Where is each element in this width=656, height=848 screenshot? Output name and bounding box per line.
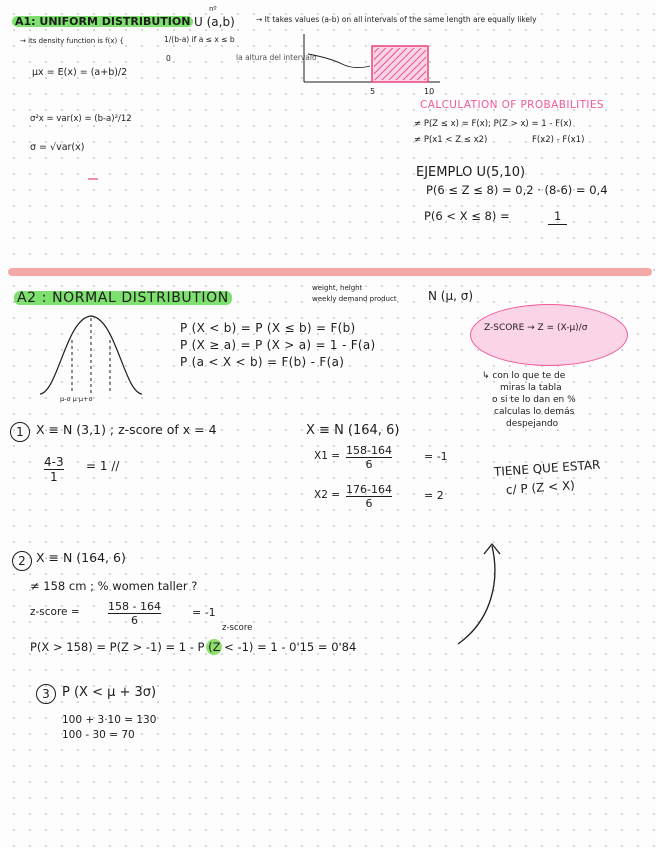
ex1-x2-eq: = 2 (424, 489, 444, 502)
tiene-line2: c/ P (Z < X) (505, 478, 576, 497)
ex2-number: 2 (12, 551, 32, 571)
zscore-formula: Z-SCORE → Z = (X-μ)/σ (484, 323, 588, 333)
a2-side-note1: weight, height (312, 284, 363, 292)
a2-heading: A2 : NORMAL DISTRIBUTION (14, 291, 232, 305)
pink-dash (88, 178, 98, 180)
a2-side-note2: weekly demand product (312, 295, 397, 303)
normal-prob3: P (a < X < b) = F(b) - F(a) (180, 355, 345, 369)
calc-title: CALCULATION OF PROBABILITIES (420, 99, 604, 111)
calc-line2b: F(x2) - F(x1) (532, 135, 585, 145)
ex2-z-label: z-score = (30, 606, 80, 618)
ex1-x1-label: X1 = (314, 450, 341, 462)
ex2-z-num: 158 - 164 (108, 600, 161, 613)
ex2-title: X ≡ N (164, 6) (36, 550, 126, 565)
bell-curve-graph (36, 310, 146, 402)
a1-heading: A1: UNIFORM DISTRIBUTION (12, 16, 193, 27)
ex2-question: ≠ 158 cm ; % women taller ? (30, 579, 198, 593)
zscore-ellipse (470, 304, 628, 366)
ex1-fraction-num: 4-3 (44, 455, 64, 469)
zscore-note5: despejando (506, 419, 559, 429)
ex1-fraction-den: 1 (49, 470, 58, 484)
normal-prob1: P (X < b) = P (X ≤ b) = F(b) (180, 321, 356, 335)
ex1-x1-num: 158-164 (346, 444, 392, 457)
a1-density-case1: 1/(b-a) if a ≤ x ≤ b (164, 35, 235, 44)
ex1-fraction (44, 456, 64, 483)
graph-label-10: 10 (424, 87, 435, 96)
ex3-number: 3 (36, 684, 56, 704)
ex2-z-fraction (108, 601, 161, 626)
ex1-x2-num: 176-164 (346, 483, 392, 496)
section-divider (8, 268, 652, 276)
a1-notation-super: nº (209, 5, 217, 13)
ex3-title: P (X < μ + 3σ) (62, 685, 157, 700)
ex1-x2-fraction (346, 484, 392, 509)
ex2-z-note: z-score (222, 623, 253, 633)
calc-line2a: ≠ P(x1 < Z ≤ x2) (414, 135, 488, 145)
ex3-line2: 100 - 30 = 70 (62, 729, 135, 741)
zscore-note4: calculas lo demás (494, 407, 575, 417)
ex1-right-title: X ≡ N (164, 6) (306, 423, 400, 438)
a1-takes-values: → It takes values (a-b) on all intervals of the same length are equally likely (256, 15, 537, 24)
zscore-note2: miras la tabla (500, 383, 562, 393)
normal-prob2: P (X ≥ a) = P (X > a) = 1 - F(a) (180, 338, 376, 352)
example-line2-tail: 1 (548, 211, 567, 225)
ex3-line1: 100 + 3·10 = 130 (62, 714, 157, 726)
ex1-calc-eq: = 1 // (86, 459, 120, 473)
example-line1: P(6 ≤ Z ≤ 8) = 0,2 · (8-6) = 0,4 (426, 183, 608, 197)
example-line2: P(6 < X ≤ 8) = (424, 209, 510, 223)
ex1-x1-eq: = -1 (424, 450, 448, 463)
ex1-x1-fraction (346, 445, 392, 470)
a1-sd: σ = √var(x) (30, 142, 85, 153)
ex1-x2-label: X2 = (314, 489, 341, 501)
a1-density-case2: 0 (166, 54, 171, 63)
a1-density-intro: → its density function is f(x) { (20, 37, 124, 45)
ex1-number: 1 (10, 422, 30, 442)
graph-label-5: 5 (370, 87, 376, 96)
example-title: EJEMPLO U(5,10) (416, 165, 526, 180)
ex1-x2-den: 6 (365, 497, 373, 510)
curved-arrow (452, 540, 512, 650)
zscore-note1: ↳ con lo que te de (482, 371, 566, 381)
a1-variance: σ²x = var(x) = (b-a)²/12 (30, 114, 132, 124)
bell-axis-labels: μ-σ μ μ+σ (60, 395, 93, 403)
tiene-line1: TIENE QUE ESTAR (493, 457, 601, 479)
a1-mean: μx = E(x) = (a+b)/2 (32, 67, 128, 78)
zscore-note3: o si te lo dan en % (492, 395, 576, 405)
ex2-z-eq: = -1 (192, 606, 216, 619)
a1-density-note: la altura del intervalo (236, 53, 317, 62)
calc-line1: ≠ P(Z ≤ x) = F(x); P(Z > x) = 1 - F(x) (414, 119, 572, 129)
ex2-z-den: 6 (130, 614, 138, 627)
a1-notation: U (a,b) (194, 15, 235, 29)
ex1-text: X ≡ N (3,1) ; z-score of x = 4 (36, 422, 217, 437)
ex1-x1-den: 6 (365, 458, 373, 471)
a2-notation: N (μ, σ) (428, 289, 474, 303)
ex2-prob-line: P(X > 158) = P(Z > -1) = 1 - P (Z < -1) = 1 - 0'15 = 0'84 (30, 640, 357, 654)
